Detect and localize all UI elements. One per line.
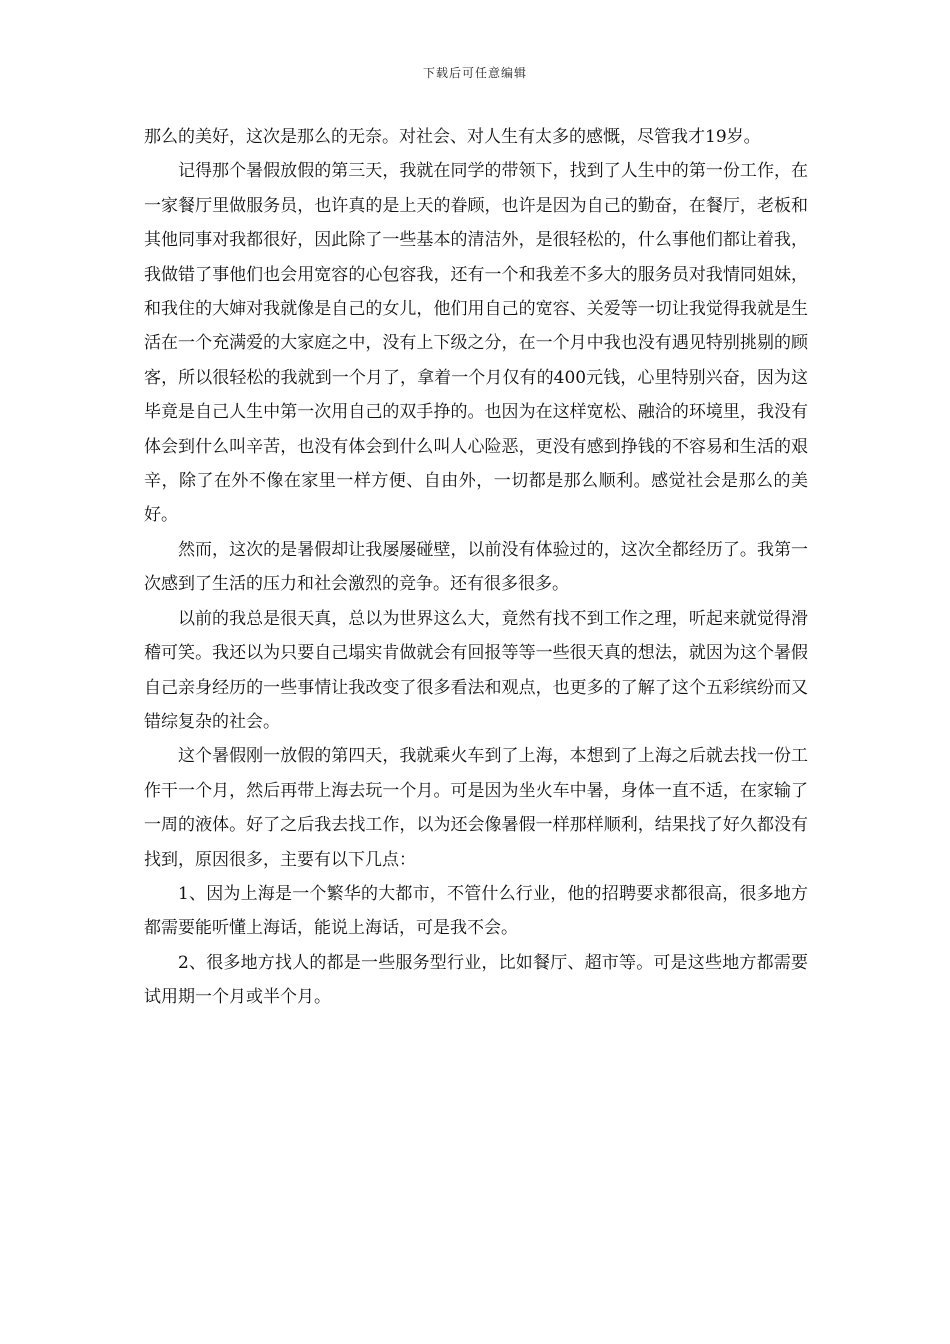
paragraph-6: 1、因为上海是一个繁华的大都市，不管什么行业，他的招聘要求都很高，很多地方都需要能听懂上海话，能说上海话，可是我不会。 bbox=[144, 883, 808, 939]
paragraph-4: 以前的我总是很天真，总以为世界这么大，竟然有找不到工作之理，听起来就觉得滑稽可笑。我还以为只要自己塌实肯做就会有回报等等一些很天真的想法，就因为这个暑假自己亲身经历的一些事情让我改变了很多看法和观点，也更多的了解了这个五彩缤纷而又错综复杂的社会。 bbox=[144, 608, 808, 732]
paragraph-2: 记得那个暑假放假的第三天，我就在同学的带领下，找到了人生中的第一份工作，在一家餐厅里做服务员，也许真的是上天的眷顾，也许是因为自己的勤奋，在餐厅，老板和其他同事对我都很好，因此除了一些基本的清洁外，是很轻松的，什么事他们都让着我，我做错了事他们也会用宽容的心包容我，还有一个和我差不多大的服务员对我情同姐妹，和我住的大婶对我就像是自己的女儿，他们用自己的宽容、关爱等一切让我觉得我就是生活在一个充满爱的大家庭之中，没有上下级之分，在一个月中我也没有遇见特别挑剔的顾客，所以很轻松的我就到一个月了，拿着一个月仅有的400元钱，心里特别兴奋，因为这毕竟是自己人生中第一次用自己的双手挣的。也因为在这样宽松、融洽的环境里，我没有体会到什么叫辛苦，也没有体会到什么叫人心险恶，更没有感到挣钱的不容易和生活的艰辛，除了在外不像在家里一样方便、自由外，一切都是那么顺利。感觉社会是那么的美好。 bbox=[144, 161, 808, 526]
page-header: 下载后可任意编辑 bbox=[422, 66, 527, 80]
paragraph-5: 这个暑假刚一放假的第四天，我就乘火车到了上海，本想到了上海之后就去找一份工作干一个月，然后再带上海去玩一个月。可是因为坐火车中暑，身体一直不适，在家输了一周的液体。好了之后我去找工作，以为还会像暑假一样那样顺利，结果找了好久都没有找到，原因很多，主要有以下几点： bbox=[144, 746, 808, 870]
paragraph-1: 那么的美好，这次是那么的无奈。对社会、对人生有太多的感慨，尽管我才19岁。 bbox=[144, 127, 761, 147]
paragraph-3: 然而，这次的是暑假却让我屡屡碰壁，以前没有体验过的，这次全都经历了。我第一次感到了生活的压力和社会激烈的竞争。还有很多很多。 bbox=[144, 539, 808, 595]
document-body bbox=[144, 120, 808, 1015]
paragraph-7: 2、很多地方找人的都是一些服务型行业，比如餐厅、超市等。可是这些地方都需要试用期一个月或半个月。 bbox=[144, 952, 808, 1008]
